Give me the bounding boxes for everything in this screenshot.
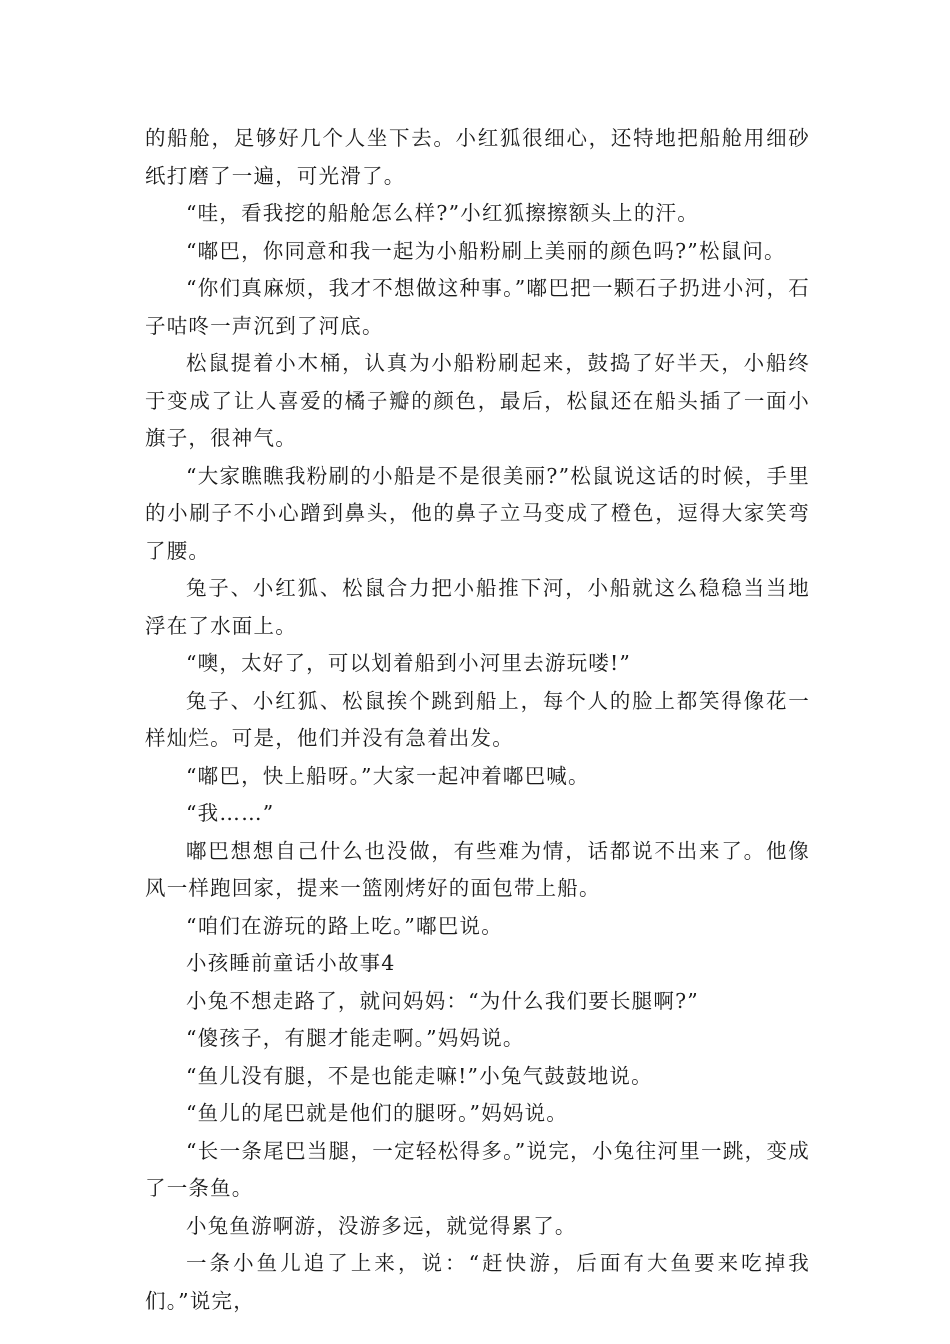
document-page xyxy=(145,120,810,1320)
paragraph: 小兔不想走路了，就问妈妈：“为什么我们要长腿啊?” xyxy=(186,988,699,1013)
paragraph: “嘟巴，你同意和我一起为小船粉刷上美丽的颜色吗?”松鼠问。 xyxy=(186,238,786,263)
paragraph: 的船舱，足够好几个人坐下去。小红狐很细心，还特地把船舱用细砂纸打磨了一遍，可光滑了。 xyxy=(145,126,810,188)
paragraph: “鱼儿的尾巴就是他们的腿呀。”妈妈说。 xyxy=(186,1101,569,1125)
paragraph: 兔子、小红狐、松鼠合力把小船推下河，小船就这么稳稳当当地浮在了水面上。 xyxy=(145,576,810,638)
paragraph: “哇，看我挖的船舱怎么样?”小红狐擦擦额头上的汗。 xyxy=(186,201,699,225)
paragraph: “大家瞧瞧我粉刷的小船是不是很美丽?”松鼠说这话的时候，手里的小刷子不小心蹭到鼻头，他的鼻子立马变成了橙色，逗得大家笑弯了腰。 xyxy=(145,463,810,563)
paragraph: “你们真麻烦，我才不想做这种事。”嘟巴把一颗石子扔进小河，石子咕咚一声沉到了河底。 xyxy=(145,276,810,338)
paragraph: “鱼儿没有腿，不是也能走嘛!”小兔气鼓鼓地说。 xyxy=(186,1063,653,1088)
paragraph: “噢，太好了，可以划着船到小河里去游玩喽!” xyxy=(186,651,632,675)
paragraph: 兔子、小红狐、松鼠挨个跳到船上，每个人的脸上都笑得像花一样灿烂。可是，他们并没有急着出发。 xyxy=(145,688,810,750)
paragraph: “咱们在游玩的路上吃。”嘟巴说。 xyxy=(186,913,503,938)
paragraph: “我……” xyxy=(186,801,275,825)
section-heading: 小孩睡前童话小故事4 xyxy=(186,951,396,975)
paragraph: 小兔鱼游啊游，没游多远，就觉得累了。 xyxy=(186,1213,577,1238)
paragraph: “长一条尾巴当腿，一定轻松得多。”说完，小兔往河里一跳，变成了一条鱼。 xyxy=(145,1138,810,1200)
paragraph: “嘟巴，快上船呀。”大家一起冲着嘟巴喊。 xyxy=(186,763,590,788)
paragraph: 松鼠提着小木桶，认真为小船粉刷起来，鼓捣了好半天，小船终于变成了让人喜爱的橘子瓣的颜色，最后，松鼠还在船头插了一面小旗子，很神气。 xyxy=(145,351,810,450)
paragraph: 一条小鱼儿追了上来，说：“赶快游，后面有大鱼要来吃掉我们。”说完， xyxy=(145,1251,810,1313)
paragraph: 嘟巴想想自己什么也没做，有些难为情，话都说不出来了。他像风一样跑回家，提来一篮刚烤好的面包带上船。 xyxy=(145,838,810,900)
paragraph: “傻孩子，有腿才能走啊。”妈妈说。 xyxy=(186,1026,525,1050)
